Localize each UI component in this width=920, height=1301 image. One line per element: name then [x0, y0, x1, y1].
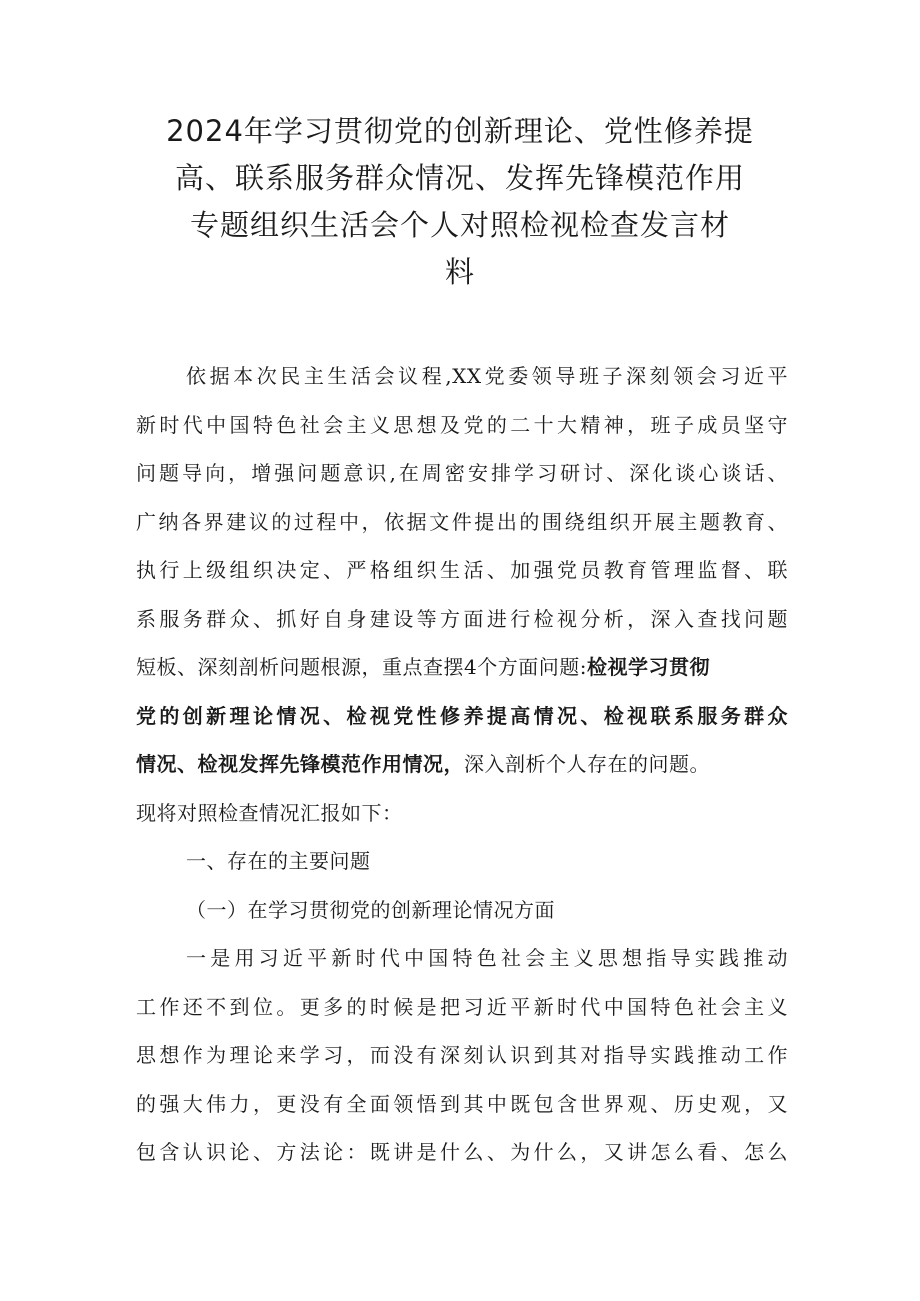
text-line: 思想作为理论来学习，而没有深刻认识到其对指导实践推动工作	[136, 1043, 788, 1067]
bold-text-segment: 检视学习贯彻	[586, 655, 710, 679]
bold-text-line: 党的创新理论情况、检视党性修养提高情况、检视联系服务群众	[136, 703, 788, 728]
text-line: 工作还不到位。更多的时候是把习近平新时代中国特色社会主义	[136, 994, 788, 1019]
document-title	[120, 108, 800, 296]
text-segment: 深入剖析个人存在的问题。	[464, 752, 710, 776]
text-line: 问题导向，增强问题意识,在周密安排学习研讨、深化谈心谈话、	[136, 461, 788, 485]
title-line-2: 高、联系服务群众情况、发挥先锋模范作用	[174, 161, 745, 195]
text-line: 包含认识论、方法论：既讲是什么、为什么，又讲怎么看、怎么	[136, 1140, 788, 1164]
bold-text-segment: 情况、检视发挥先锋模范作用情况，	[136, 752, 464, 776]
text-line: 的强大伟力，更没有全面领悟到其中既包含世界观、历史观，又	[136, 1091, 788, 1116]
section-heading: 一、存在的主要问题	[186, 849, 371, 873]
title-line-3: 专题组织生活会个人对照检视检查发言材	[189, 208, 730, 242]
title-line-4: 料	[444, 255, 475, 289]
section-paragraph	[136, 934, 788, 1177]
text-line	[136, 643, 788, 692]
text-line: 现将对照检查情况汇报如下：	[136, 800, 403, 825]
text-segment: 短板、深刻剖析问题根源，重点查摆4个方面问题:	[136, 655, 587, 679]
intro-paragraph	[136, 352, 788, 837]
text-line	[136, 740, 788, 789]
text-line: 执行上级组织决定、严格组织生活、加强党员教育管理监督、联	[136, 558, 788, 582]
subsection-heading: （一）在学习贯彻党的创新理论情况方面	[186, 897, 555, 922]
text-line: 系服务群众、抓好自身建设等方面进行检视分析，深入查找问题	[136, 606, 788, 631]
title-line-1: 2024年学习贯彻党的创新理论、党性修养提	[166, 114, 754, 148]
text-line: 一是用习近平新时代中国特色社会主义思想指导实践推动	[186, 946, 788, 970]
text-line: 依据本次民主生活会议程,XX党委领导班子深刻领会习近平	[186, 364, 788, 388]
text-line: 新时代中国特色社会主义思想及党的二十大精神，班子成员坚守	[136, 412, 788, 437]
document-body	[136, 352, 788, 1177]
text-line: 广纳各界建议的过程中，依据文件提出的围绕组织开展主题教育、	[136, 509, 788, 534]
